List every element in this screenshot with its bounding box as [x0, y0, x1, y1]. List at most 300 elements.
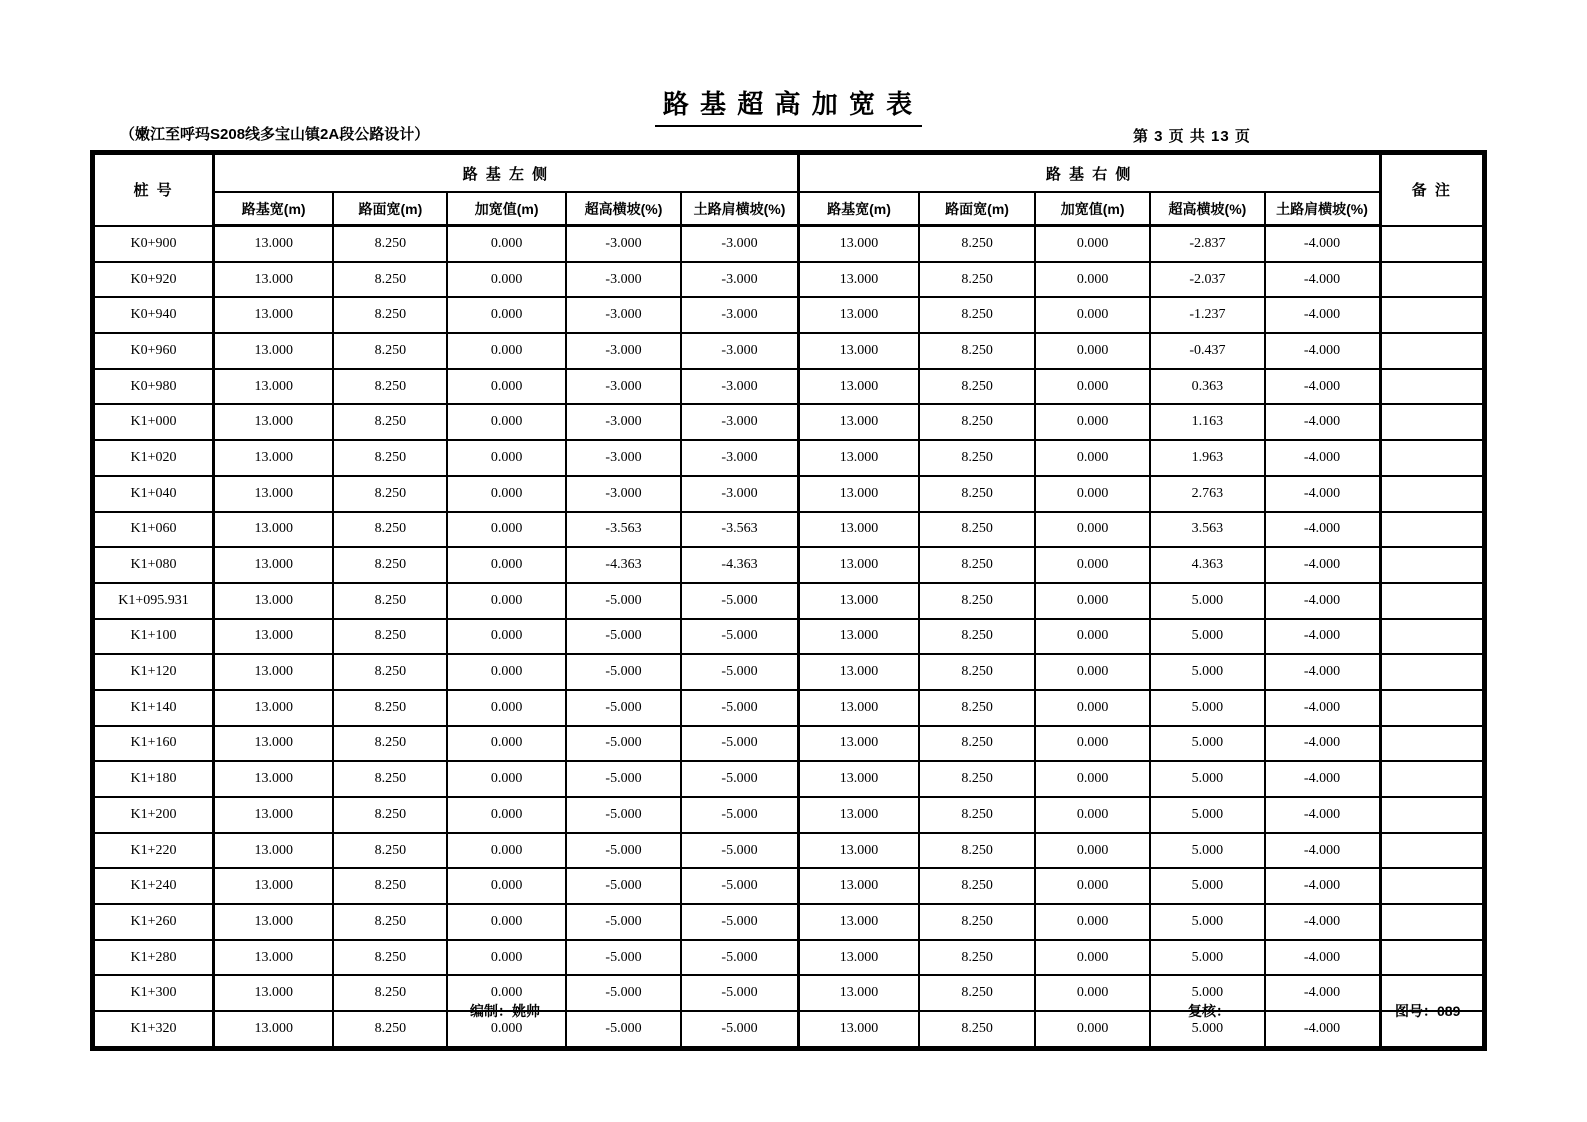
- value-cell: 0.000: [1035, 797, 1151, 833]
- table-row: [93, 619, 1485, 655]
- value-cell: 13.000: [798, 476, 919, 512]
- value-cell: -4.363: [566, 547, 682, 583]
- value-cell: 8.250: [919, 512, 1035, 548]
- value-cell: -5.000: [681, 797, 798, 833]
- stake-cell: K1+140: [93, 690, 214, 726]
- stake-cell: K0+920: [93, 262, 214, 298]
- value-cell: 5.000: [1150, 833, 1264, 869]
- value-cell: 13.000: [798, 404, 919, 440]
- value-cell: 13.000: [798, 975, 919, 1011]
- value-cell: 13.000: [214, 868, 334, 904]
- value-cell: 8.250: [919, 761, 1035, 797]
- value-cell: 5.000: [1150, 761, 1264, 797]
- value-cell: 0.000: [1035, 404, 1151, 440]
- value-cell: -4.000: [1265, 904, 1381, 940]
- remark-cell: [1380, 868, 1484, 904]
- table-row: [93, 761, 1485, 797]
- value-cell: 8.250: [333, 297, 447, 333]
- value-cell: 13.000: [798, 440, 919, 476]
- value-cell: -4.000: [1265, 726, 1381, 762]
- table-row: [93, 726, 1485, 762]
- value-cell: 8.250: [919, 404, 1035, 440]
- value-cell: 0.000: [1035, 547, 1151, 583]
- value-cell: 5.000: [1150, 1011, 1264, 1048]
- stake-cell: K1+040: [93, 476, 214, 512]
- value-cell: -5.000: [681, 833, 798, 869]
- value-cell: 8.250: [333, 333, 447, 369]
- stake-cell: K1+220: [93, 833, 214, 869]
- value-cell: 0.000: [447, 761, 565, 797]
- value-cell: -4.000: [1265, 297, 1381, 333]
- remark-cell: [1380, 583, 1484, 619]
- value-cell: -3.000: [681, 262, 798, 298]
- value-cell: 1.963: [1150, 440, 1264, 476]
- stake-cell: K1+095.931: [93, 583, 214, 619]
- remark-cell: [1380, 440, 1484, 476]
- value-cell: 0.000: [447, 583, 565, 619]
- table-row: [93, 404, 1485, 440]
- value-cell: -5.000: [566, 975, 682, 1011]
- value-cell: 8.250: [919, 262, 1035, 298]
- column-header-stake: 桩 号: [93, 153, 214, 226]
- table-row: [93, 547, 1485, 583]
- value-cell: 8.250: [333, 226, 447, 262]
- stake-cell: K1+200: [93, 797, 214, 833]
- remark-cell: [1380, 904, 1484, 940]
- value-cell: -4.000: [1265, 547, 1381, 583]
- remark-cell: [1380, 262, 1484, 298]
- value-cell: 0.000: [447, 619, 565, 655]
- value-cell: 0.363: [1150, 369, 1264, 405]
- value-cell: 8.250: [333, 975, 447, 1011]
- table-row: [93, 583, 1485, 619]
- value-cell: 5.000: [1150, 868, 1264, 904]
- value-cell: 0.000: [447, 262, 565, 298]
- stake-cell: K1+300: [93, 975, 214, 1011]
- value-cell: 0.000: [447, 369, 565, 405]
- value-cell: 8.250: [919, 833, 1035, 869]
- remark-cell: [1380, 333, 1484, 369]
- value-cell: 0.000: [1035, 940, 1151, 976]
- value-cell: 0.000: [1035, 975, 1151, 1011]
- remark-cell: [1380, 226, 1484, 262]
- value-cell: 8.250: [919, 476, 1035, 512]
- value-cell: 8.250: [333, 904, 447, 940]
- stake-cell: K1+260: [93, 904, 214, 940]
- value-cell: 13.000: [798, 654, 919, 690]
- value-cell: 13.000: [798, 297, 919, 333]
- table-row: [93, 512, 1485, 548]
- value-cell: 4.363: [1150, 547, 1264, 583]
- project-subtitle: （嫩江至呼玛S208线多宝山镇2A段公路设计）: [120, 126, 430, 143]
- value-cell: 13.000: [798, 761, 919, 797]
- value-cell: 13.000: [214, 904, 334, 940]
- column-header-right-superelevation-slope: 超高横坡(%): [1150, 192, 1264, 226]
- value-cell: 0.000: [1035, 440, 1151, 476]
- value-cell: -2.837: [1150, 226, 1264, 262]
- value-cell: -3.000: [681, 226, 798, 262]
- value-cell: 0.000: [1035, 726, 1151, 762]
- table-body: [93, 226, 1485, 1049]
- value-cell: 5.000: [1150, 904, 1264, 940]
- value-cell: 0.000: [447, 690, 565, 726]
- value-cell: -2.037: [1150, 262, 1264, 298]
- value-cell: 5.000: [1150, 797, 1264, 833]
- value-cell: 5.000: [1150, 654, 1264, 690]
- value-cell: -3.563: [566, 512, 682, 548]
- value-cell: 8.250: [919, 868, 1035, 904]
- value-cell: 8.250: [333, 583, 447, 619]
- value-cell: -4.000: [1265, 619, 1381, 655]
- value-cell: -5.000: [566, 1011, 682, 1048]
- value-cell: 8.250: [919, 904, 1035, 940]
- value-cell: -3.000: [566, 333, 682, 369]
- value-cell: -5.000: [566, 654, 682, 690]
- column-header-left-shoulder-slope: 土路肩横坡(%): [681, 192, 798, 226]
- remark-cell: [1380, 547, 1484, 583]
- value-cell: 13.000: [798, 833, 919, 869]
- value-cell: -5.000: [566, 690, 682, 726]
- value-cell: 8.250: [333, 797, 447, 833]
- value-cell: 13.000: [798, 226, 919, 262]
- value-cell: 13.000: [798, 547, 919, 583]
- remark-cell: [1380, 690, 1484, 726]
- remark-cell: [1380, 761, 1484, 797]
- value-cell: -4.000: [1265, 761, 1381, 797]
- value-cell: 13.000: [214, 797, 334, 833]
- value-cell: 13.000: [214, 1011, 334, 1048]
- value-cell: 0.000: [447, 547, 565, 583]
- value-cell: -3.000: [566, 476, 682, 512]
- table-row: [93, 333, 1485, 369]
- value-cell: 8.250: [919, 940, 1035, 976]
- value-cell: 13.000: [798, 868, 919, 904]
- value-cell: 13.000: [798, 797, 919, 833]
- value-cell: -4.000: [1265, 333, 1381, 369]
- value-cell: 8.250: [919, 797, 1035, 833]
- value-cell: 8.250: [333, 690, 447, 726]
- value-cell: 8.250: [919, 1011, 1035, 1048]
- value-cell: 13.000: [214, 654, 334, 690]
- value-cell: 13.000: [798, 904, 919, 940]
- value-cell: -4.363: [681, 547, 798, 583]
- value-cell: 0.000: [1035, 583, 1151, 619]
- value-cell: 8.250: [333, 262, 447, 298]
- header-group-row: [93, 153, 1485, 193]
- value-cell: -3.000: [566, 226, 682, 262]
- value-cell: -4.000: [1265, 476, 1381, 512]
- remark-cell: [1380, 940, 1484, 976]
- stake-cell: K1+100: [93, 619, 214, 655]
- value-cell: 0.000: [447, 440, 565, 476]
- value-cell: -4.000: [1265, 654, 1381, 690]
- value-cell: -5.000: [681, 654, 798, 690]
- value-cell: 13.000: [798, 262, 919, 298]
- value-cell: -3.000: [566, 369, 682, 405]
- value-cell: -4.000: [1265, 583, 1381, 619]
- table-row: [93, 476, 1485, 512]
- remark-cell: [1380, 726, 1484, 762]
- value-cell: 0.000: [1035, 654, 1151, 690]
- value-cell: -0.437: [1150, 333, 1264, 369]
- remark-cell: [1380, 619, 1484, 655]
- value-cell: -3.000: [566, 440, 682, 476]
- value-cell: 8.250: [333, 654, 447, 690]
- value-cell: -5.000: [681, 868, 798, 904]
- value-cell: 13.000: [214, 262, 334, 298]
- value-cell: 5.000: [1150, 583, 1264, 619]
- stake-cell: K1+020: [93, 440, 214, 476]
- value-cell: -4.000: [1265, 690, 1381, 726]
- value-cell: 0.000: [1035, 369, 1151, 405]
- value-cell: -4.000: [1265, 404, 1381, 440]
- value-cell: 13.000: [798, 369, 919, 405]
- value-cell: 5.000: [1150, 619, 1264, 655]
- compiled-by: 编制：姚帅: [470, 1003, 540, 1019]
- remark-cell: [1380, 512, 1484, 548]
- page-number: 第 3 页 共 13 页: [1133, 128, 1251, 145]
- remark-cell: [1380, 797, 1484, 833]
- table-row: [93, 940, 1485, 976]
- value-cell: 0.000: [447, 297, 565, 333]
- stake-cell: K1+120: [93, 654, 214, 690]
- value-cell: 0.000: [1035, 761, 1151, 797]
- value-cell: 13.000: [798, 1011, 919, 1048]
- value-cell: 13.000: [798, 690, 919, 726]
- value-cell: -5.000: [681, 761, 798, 797]
- column-header-left-superelevation-slope: 超高横坡(%): [566, 192, 682, 226]
- value-cell: 8.250: [919, 297, 1035, 333]
- value-cell: 0.000: [447, 476, 565, 512]
- value-cell: -5.000: [566, 904, 682, 940]
- stake-cell: K0+960: [93, 333, 214, 369]
- remark-cell: [1380, 654, 1484, 690]
- value-cell: 0.000: [447, 868, 565, 904]
- value-cell: -5.000: [681, 904, 798, 940]
- remark-cell: [1380, 297, 1484, 333]
- value-cell: 8.250: [919, 619, 1035, 655]
- value-cell: -5.000: [566, 726, 682, 762]
- title-bar: [90, 84, 1487, 127]
- value-cell: 5.000: [1150, 940, 1264, 976]
- value-cell: -5.000: [681, 619, 798, 655]
- value-cell: -4.000: [1265, 262, 1381, 298]
- value-cell: -3.000: [566, 297, 682, 333]
- value-cell: -1.237: [1150, 297, 1264, 333]
- value-cell: 13.000: [214, 512, 334, 548]
- stake-cell: K1+280: [93, 940, 214, 976]
- value-cell: 8.250: [333, 440, 447, 476]
- value-cell: -3.000: [566, 262, 682, 298]
- table-row: [93, 904, 1485, 940]
- value-cell: 0.000: [447, 797, 565, 833]
- value-cell: -5.000: [681, 940, 798, 976]
- value-cell: -5.000: [681, 690, 798, 726]
- stake-cell: K1+160: [93, 726, 214, 762]
- value-cell: 13.000: [798, 619, 919, 655]
- column-header-right-shoulder-slope: 土路肩横坡(%): [1265, 192, 1381, 226]
- value-cell: 0.000: [447, 833, 565, 869]
- column-group-left: 路 基 左 侧: [214, 153, 799, 193]
- value-cell: 0.000: [447, 654, 565, 690]
- value-cell: -3.563: [681, 512, 798, 548]
- value-cell: 0.000: [1035, 476, 1151, 512]
- stake-cell: K0+900: [93, 226, 214, 262]
- table-row: [93, 369, 1485, 405]
- column-group-right: 路 基 右 侧: [798, 153, 1380, 193]
- value-cell: 0.000: [1035, 333, 1151, 369]
- value-cell: 8.250: [333, 726, 447, 762]
- value-cell: -4.000: [1265, 440, 1381, 476]
- value-cell: 0.000: [1035, 226, 1151, 262]
- drawing-number: 图号：089: [1395, 1003, 1461, 1019]
- value-cell: 5.000: [1150, 726, 1264, 762]
- sheet-footer: [0, 1001, 1587, 1023]
- remark-cell: [1380, 833, 1484, 869]
- stake-cell: K0+980: [93, 369, 214, 405]
- value-cell: -4.000: [1265, 1011, 1381, 1048]
- value-cell: 8.250: [919, 547, 1035, 583]
- value-cell: 0.000: [447, 975, 565, 1011]
- value-cell: 0.000: [1035, 868, 1151, 904]
- value-cell: 3.563: [1150, 512, 1264, 548]
- value-cell: -3.000: [681, 333, 798, 369]
- value-cell: 13.000: [798, 726, 919, 762]
- value-cell: 13.000: [214, 583, 334, 619]
- column-header-right-subgrade-width: 路基宽(m): [798, 192, 919, 226]
- table-row: [93, 226, 1485, 262]
- value-cell: -5.000: [566, 619, 682, 655]
- value-cell: 0.000: [447, 1011, 565, 1048]
- table-row: [93, 690, 1485, 726]
- value-cell: -5.000: [566, 868, 682, 904]
- value-cell: 8.250: [919, 654, 1035, 690]
- value-cell: 0.000: [1035, 690, 1151, 726]
- stake-cell: K1+320: [93, 1011, 214, 1048]
- value-cell: 8.250: [333, 404, 447, 440]
- value-cell: 5.000: [1150, 690, 1264, 726]
- value-cell: 8.250: [333, 547, 447, 583]
- value-cell: 8.250: [333, 940, 447, 976]
- value-cell: -4.000: [1265, 226, 1381, 262]
- value-cell: 1.163: [1150, 404, 1264, 440]
- value-cell: 0.000: [447, 226, 565, 262]
- value-cell: 0.000: [1035, 297, 1151, 333]
- value-cell: 0.000: [1035, 904, 1151, 940]
- value-cell: -5.000: [681, 583, 798, 619]
- remark-cell: [1380, 404, 1484, 440]
- value-cell: -4.000: [1265, 975, 1381, 1011]
- value-cell: -3.000: [681, 297, 798, 333]
- table-row: [93, 262, 1485, 298]
- value-cell: -4.000: [1265, 833, 1381, 869]
- value-cell: 8.250: [333, 868, 447, 904]
- value-cell: -5.000: [566, 940, 682, 976]
- value-cell: 13.000: [214, 404, 334, 440]
- table-row: [93, 868, 1485, 904]
- value-cell: 8.250: [333, 761, 447, 797]
- value-cell: 8.250: [333, 1011, 447, 1048]
- value-cell: 13.000: [214, 333, 334, 369]
- stake-cell: K1+080: [93, 547, 214, 583]
- value-cell: 13.000: [214, 440, 334, 476]
- value-cell: 8.250: [919, 333, 1035, 369]
- value-cell: 0.000: [447, 726, 565, 762]
- header-sub-row: [93, 192, 1485, 226]
- value-cell: -3.000: [681, 476, 798, 512]
- stake-cell: K1+060: [93, 512, 214, 548]
- value-cell: -5.000: [566, 833, 682, 869]
- column-header-left-widening-value: 加宽值(m): [447, 192, 565, 226]
- value-cell: -4.000: [1265, 940, 1381, 976]
- value-cell: 0.000: [1035, 833, 1151, 869]
- value-cell: -5.000: [566, 583, 682, 619]
- value-cell: 13.000: [214, 726, 334, 762]
- value-cell: -4.000: [1265, 868, 1381, 904]
- value-cell: -5.000: [681, 726, 798, 762]
- value-cell: 13.000: [214, 226, 334, 262]
- reviewed-by: 复核：: [1188, 1003, 1230, 1019]
- value-cell: 0.000: [447, 333, 565, 369]
- column-header-right-pavement-width: 路面宽(m): [919, 192, 1035, 226]
- value-cell: 13.000: [214, 940, 334, 976]
- value-cell: -5.000: [681, 975, 798, 1011]
- value-cell: 0.000: [1035, 262, 1151, 298]
- value-cell: 8.250: [919, 226, 1035, 262]
- value-cell: -5.000: [681, 1011, 798, 1048]
- value-cell: 8.250: [919, 369, 1035, 405]
- column-header-right-widening-value: 加宽值(m): [1035, 192, 1151, 226]
- value-cell: 8.250: [333, 512, 447, 548]
- value-cell: 8.250: [333, 369, 447, 405]
- value-cell: 13.000: [798, 940, 919, 976]
- value-cell: 13.000: [214, 833, 334, 869]
- table-row: [93, 833, 1485, 869]
- value-cell: 13.000: [798, 583, 919, 619]
- value-cell: 13.000: [214, 619, 334, 655]
- value-cell: 13.000: [214, 369, 334, 405]
- value-cell: -5.000: [566, 761, 682, 797]
- value-cell: -4.000: [1265, 369, 1381, 405]
- table-row: [93, 297, 1485, 333]
- stake-cell: K1+000: [93, 404, 214, 440]
- superelevation-widening-table: [90, 150, 1487, 1051]
- value-cell: 8.250: [333, 619, 447, 655]
- value-cell: -5.000: [566, 797, 682, 833]
- value-cell: 0.000: [1035, 1011, 1151, 1048]
- column-header-remark: 备 注: [1380, 153, 1484, 226]
- value-cell: -3.000: [566, 404, 682, 440]
- value-cell: 13.000: [214, 297, 334, 333]
- column-header-left-pavement-width: 路面宽(m): [333, 192, 447, 226]
- value-cell: 0.000: [1035, 512, 1151, 548]
- value-cell: 8.250: [333, 476, 447, 512]
- value-cell: 0.000: [1035, 619, 1151, 655]
- value-cell: 5.000: [1150, 975, 1264, 1011]
- table-row: [93, 797, 1485, 833]
- value-cell: 0.000: [447, 904, 565, 940]
- value-cell: -4.000: [1265, 512, 1381, 548]
- stake-cell: K0+940: [93, 297, 214, 333]
- value-cell: 13.000: [214, 975, 334, 1011]
- remark-cell: [1380, 369, 1484, 405]
- table-row: [93, 440, 1485, 476]
- value-cell: 13.000: [214, 547, 334, 583]
- value-cell: 8.250: [919, 726, 1035, 762]
- value-cell: 8.250: [919, 975, 1035, 1011]
- value-cell: 0.000: [447, 940, 565, 976]
- value-cell: 13.000: [214, 761, 334, 797]
